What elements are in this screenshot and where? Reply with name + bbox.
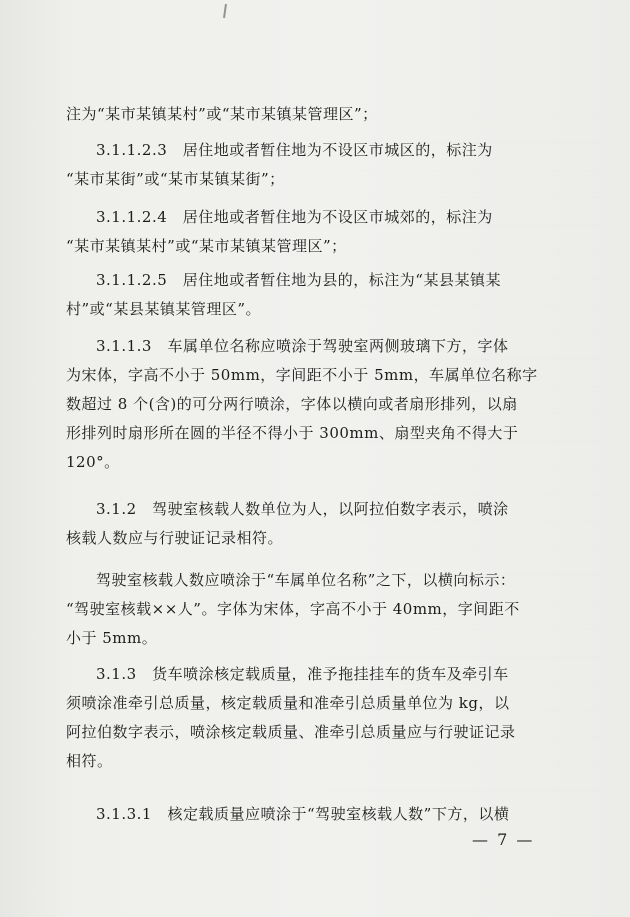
paragraph-3-1-1-3 bbox=[66, 332, 550, 477]
scan-mark bbox=[223, 4, 227, 18]
text-line: 3.1.1.2.3 居住地或者暂住地为不设区市城区的，标注为 bbox=[96, 141, 493, 159]
paragraph-3-1-1-2-4 bbox=[66, 203, 550, 261]
paragraph-3-1-3 bbox=[66, 660, 550, 776]
text-line: 120°。 bbox=[66, 453, 120, 471]
paragraph-3-1-2-continued bbox=[66, 566, 550, 653]
text-line: 为宋体，字高不小于 50mm，字间距不小于 5mm，车属单位名称字 bbox=[66, 366, 538, 384]
text-line: 须喷涂准牵引总质量，核定载质量和准牵引总质量单位为 kg，以 bbox=[66, 694, 510, 712]
text-line: 形排列时扇形所在圆的半径不得小于 300mm、扇型夹角不得大于 bbox=[66, 424, 519, 442]
text-line: 数超过 8 个(含)的可分两行喷涂，字体以横向或者扇形排列，以扇 bbox=[66, 395, 518, 413]
text-line: 阿拉伯数字表示，喷涂核定载质量、准牵引总质量应与行驶证记录 bbox=[66, 723, 516, 741]
paragraph-3-1-1-2-5 bbox=[66, 266, 550, 324]
text-line: 3.1.2 驾驶室核载人数单位为人，以阿拉伯数字表示，喷涂 bbox=[96, 500, 509, 518]
text-line: 驾驶室核载人数应喷涂于“车属单位名称”之下，以横向标示： bbox=[96, 571, 516, 589]
text-line: 小于 5mm。 bbox=[66, 629, 158, 647]
text-line: 村”或“某县某镇某管理区”。 bbox=[66, 300, 262, 318]
text-line: “某市某街”或“某市某镇某街”； bbox=[66, 170, 285, 188]
page-number: — 7 — bbox=[472, 830, 535, 849]
paragraph-3-1-2 bbox=[66, 495, 550, 553]
text-line: “驾驶室核载××人”。字体为宋体，字高不小于 40mm，字间距不 bbox=[66, 600, 520, 618]
text-line: 核载人数应与行驶证记录相符。 bbox=[66, 529, 284, 547]
text-line: 3.1.1.2.4 居住地或者暂住地为不设区市城郊的，标注为 bbox=[96, 208, 493, 226]
text-line: “某市某镇某村”或“某市某镇某管理区”； bbox=[66, 237, 347, 255]
paragraph-continued bbox=[66, 100, 550, 129]
text-line: 3.1.1.3 车属单位名称应喷涂于驾驶室两侧玻璃下方，字体 bbox=[96, 337, 509, 355]
text-line: 3.1.3.1 核定载质量应喷涂于“驾驶室核载人数”下方，以横 bbox=[96, 805, 510, 823]
text-line: 相符。 bbox=[66, 752, 113, 770]
text-line: 注为“某市某镇某村”或“某市某镇某管理区”； bbox=[66, 105, 378, 123]
paragraph-3-1-1-2-3 bbox=[66, 136, 550, 194]
paragraph-3-1-3-1 bbox=[66, 800, 550, 829]
text-line: 3.1.1.2.5 居住地或者暂住地为县的，标注为“某县某镇某 bbox=[96, 271, 501, 289]
text-line: 3.1.3 货车喷涂核定载质量，准予拖挂挂车的货车及牵引车 bbox=[96, 665, 509, 683]
